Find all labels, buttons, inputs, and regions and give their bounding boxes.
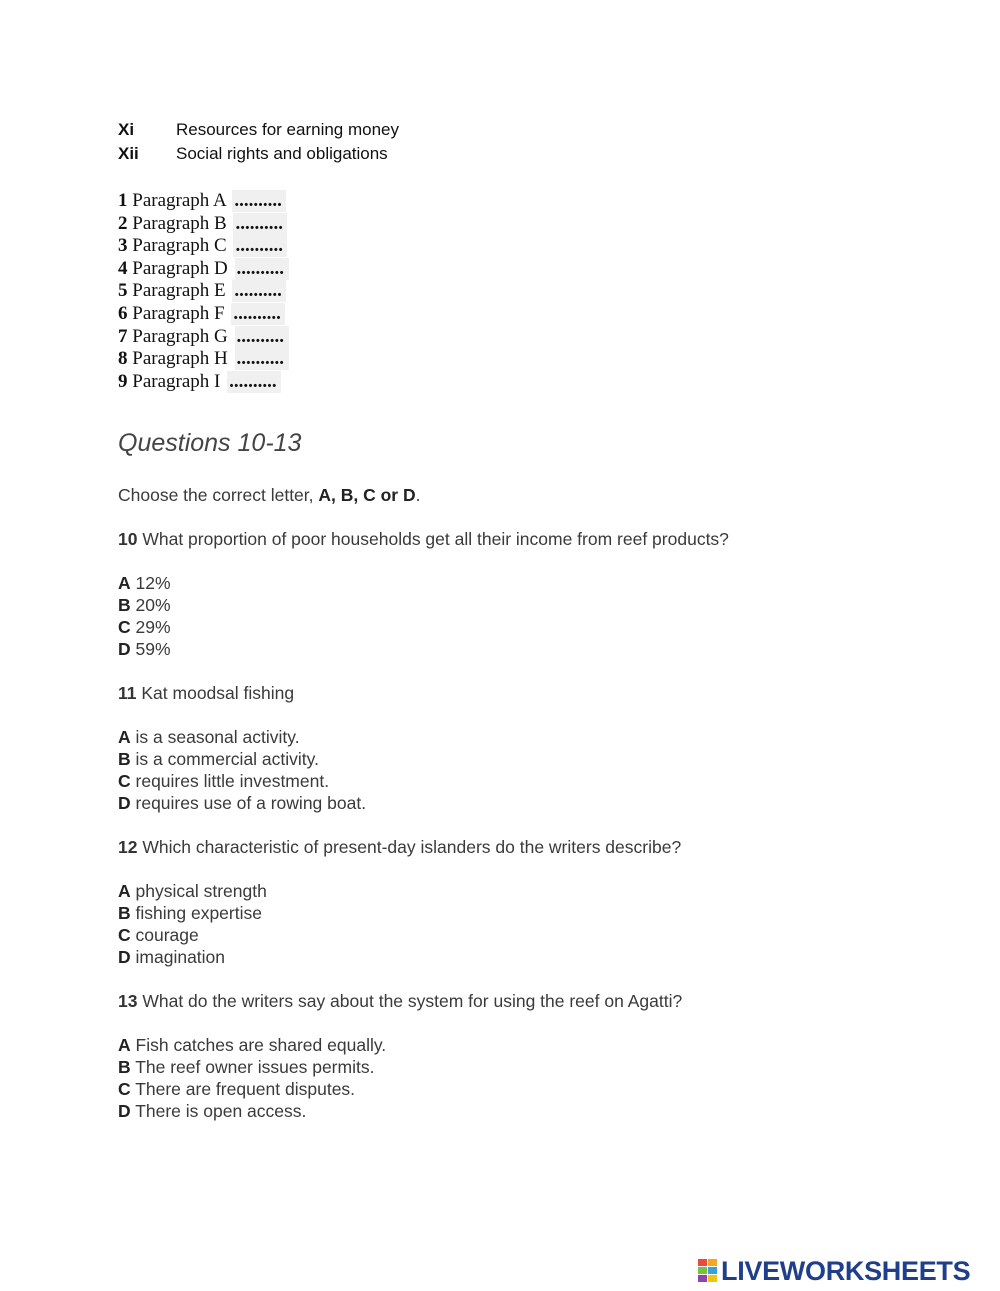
paragraph-row	[118, 326, 289, 349]
option-letter: A	[118, 1035, 131, 1055]
question-text: What proportion of poor households get all their income from reef products?	[142, 529, 729, 549]
option-text: The reef owner issues permits.	[135, 1057, 375, 1077]
option-letter: D	[118, 793, 131, 813]
paragraph-number: 9	[118, 370, 128, 392]
option-10-c[interactable]	[118, 616, 729, 638]
answer-blank-d[interactable]: ..........	[235, 258, 289, 280]
question-number: 12	[118, 837, 138, 857]
option-text: physical strength	[135, 881, 267, 901]
option-12-b[interactable]	[118, 902, 729, 924]
option-11-b[interactable]	[118, 748, 729, 770]
question-stem	[118, 990, 729, 1012]
option-letter: A	[118, 727, 131, 747]
option-text: is a seasonal activity.	[135, 727, 300, 747]
paragraph-label: Paragraph A	[132, 190, 226, 211]
option-letter: D	[118, 639, 131, 659]
paragraph-answer-list	[118, 190, 289, 393]
paragraph-number: 3	[118, 235, 128, 257]
option-12-c[interactable]	[118, 924, 729, 946]
questions-body	[118, 484, 729, 1122]
question-stem	[118, 836, 729, 858]
question-11	[118, 682, 729, 814]
question-number: 11	[118, 683, 137, 703]
paragraph-number: 6	[118, 302, 128, 324]
paragraph-label: Paragraph B	[132, 212, 227, 234]
heading-text: Resources for earning money	[176, 120, 400, 139]
heading-text: Social rights and obligations	[176, 144, 388, 163]
logo-tile	[708, 1267, 717, 1274]
option-list	[118, 1034, 729, 1122]
option-text: requires use of a rowing boat.	[135, 793, 367, 813]
option-letter: C	[118, 1079, 131, 1099]
option-11-d[interactable]	[118, 792, 729, 814]
answer-blank-f[interactable]: ..........	[231, 303, 285, 325]
paragraph-label: Paragraph E	[132, 280, 226, 302]
heading-number: Xii	[118, 144, 139, 163]
answer-blank-i[interactable]: ..........	[227, 371, 281, 393]
option-letter: A	[118, 881, 131, 901]
paragraph-row	[118, 303, 289, 326]
paragraph-label: Paragraph F	[132, 302, 225, 324]
paragraph-number: 7	[118, 325, 128, 347]
option-text: requires little investment.	[135, 771, 330, 791]
option-letter: A	[118, 573, 131, 593]
paragraph-number: 8	[118, 348, 128, 370]
option-text: 59%	[135, 639, 171, 659]
paragraph-row	[118, 213, 289, 236]
option-10-a[interactable]	[118, 572, 729, 594]
logo-tile	[708, 1259, 717, 1266]
option-text: Fish catches are shared equally.	[135, 1035, 387, 1055]
question-stem	[118, 682, 729, 704]
option-text: fishing expertise	[135, 903, 262, 923]
paragraph-row	[118, 348, 289, 371]
option-text: is a commercial activity.	[135, 749, 319, 769]
question-text: What do the writers say about the system for using the reef on Agatti?	[142, 991, 683, 1011]
paragraph-row	[118, 371, 289, 394]
paragraph-label: Paragraph C	[132, 235, 227, 257]
question-number: 13	[118, 991, 138, 1011]
option-text: There are frequent disputes.	[135, 1079, 356, 1099]
paragraph-row	[118, 235, 289, 258]
heading-list	[118, 119, 399, 167]
option-text: 20%	[135, 595, 171, 615]
answer-blank-g[interactable]: ..........	[235, 326, 289, 348]
paragraph-label: Paragraph I	[132, 370, 221, 392]
liveworksheets-logo	[698, 1258, 970, 1284]
option-13-c[interactable]	[118, 1078, 729, 1100]
option-13-d[interactable]	[118, 1100, 729, 1122]
option-list	[118, 880, 729, 968]
paragraph-label: Paragraph D	[132, 257, 228, 279]
answer-blank-a[interactable]: ..........	[232, 190, 286, 212]
option-12-a[interactable]	[118, 880, 729, 902]
option-letter: C	[118, 771, 131, 791]
option-list	[118, 572, 729, 660]
paragraph-label: Paragraph G	[132, 325, 228, 347]
option-letter: B	[118, 749, 131, 769]
option-letter: D	[118, 1101, 131, 1121]
paragraph-row	[118, 258, 289, 281]
heading-row	[118, 143, 399, 167]
option-12-d[interactable]	[118, 946, 729, 968]
answer-blank-e[interactable]: ..........	[232, 280, 286, 302]
option-10-b[interactable]	[118, 594, 729, 616]
paragraph-number: 5	[118, 280, 128, 302]
option-letter: C	[118, 925, 131, 945]
option-13-a[interactable]	[118, 1034, 729, 1056]
instruction	[118, 484, 729, 506]
logo-tile	[708, 1275, 717, 1282]
instruction-suffix: .	[415, 485, 421, 505]
instruction-letters: A, B, C or D	[318, 485, 416, 505]
question-10	[118, 528, 729, 660]
option-letter: B	[118, 1057, 131, 1077]
paragraph-number: 2	[118, 212, 128, 234]
logo-icon	[698, 1259, 718, 1283]
option-list	[118, 726, 729, 814]
option-13-b[interactable]	[118, 1056, 729, 1078]
option-10-d[interactable]	[118, 638, 729, 660]
option-text: There is open access.	[135, 1101, 307, 1121]
option-letter: C	[118, 617, 131, 637]
section-title: Questions 10-13	[118, 429, 302, 457]
option-text: 12%	[135, 573, 171, 593]
answer-blank-h[interactable]: ..........	[235, 348, 289, 370]
question-13	[118, 990, 729, 1122]
option-text: imagination	[135, 947, 226, 967]
instruction-prefix: Choose the correct letter,	[118, 485, 319, 505]
option-text: courage	[135, 925, 199, 945]
logo-tile	[698, 1267, 707, 1274]
paragraph-label: Paragraph H	[132, 348, 228, 370]
question-stem	[118, 528, 729, 550]
paragraph-row	[118, 280, 289, 303]
answer-blank-c[interactable]: ..........	[233, 235, 287, 257]
option-letter: D	[118, 947, 131, 967]
option-letter: B	[118, 595, 131, 615]
heading-row	[118, 119, 399, 143]
option-11-c[interactable]	[118, 770, 729, 792]
question-text: Kat moodsal fishing	[141, 683, 295, 703]
option-11-a[interactable]	[118, 726, 729, 748]
logo-tile	[698, 1259, 707, 1266]
question-number: 10	[118, 529, 138, 549]
answer-blank-b[interactable]: ..........	[233, 213, 287, 235]
heading-number: Xi	[118, 120, 135, 139]
option-letter: B	[118, 903, 131, 923]
option-text: 29%	[135, 617, 171, 637]
paragraph-number: 1	[118, 190, 128, 211]
question-12	[118, 836, 729, 968]
logo-text: LIVEWORKSHEETS	[721, 1256, 971, 1286]
paragraph-row	[118, 190, 289, 213]
question-text: Which characteristic of present-day islanders do the writers describe?	[142, 837, 682, 857]
logo-tile	[698, 1275, 707, 1282]
paragraph-number: 4	[118, 257, 128, 279]
